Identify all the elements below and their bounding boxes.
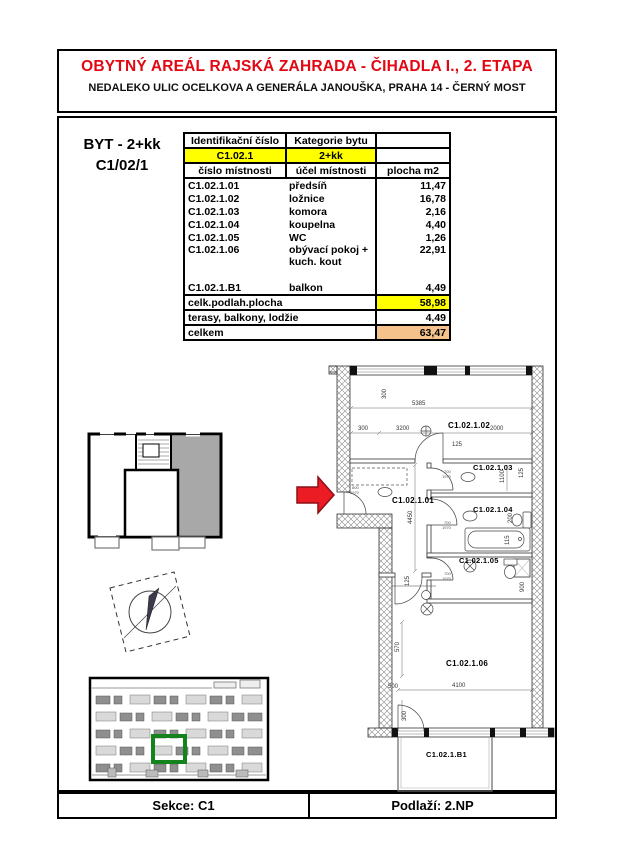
page-title: OBYTNÝ AREÁL RAJSKÁ ZAHRADA - ČIHADLA I., 2. ETAPA	[81, 58, 533, 75]
svg-text:C1.02.1.B1: C1.02.1.B1	[426, 750, 467, 759]
svg-text:570: 570	[395, 641, 401, 652]
svg-text:300: 300	[382, 388, 388, 399]
svg-text:500: 500	[388, 684, 399, 690]
apartment-code: C1/02/1	[95, 157, 149, 174]
svg-text:3200: 3200	[396, 426, 410, 432]
table-row: C1.02.1.05 WC 1,26	[184, 231, 450, 244]
section-label: Sekce: C1	[59, 794, 310, 817]
svg-text:C1.02.1.06: C1.02.1.06	[446, 659, 489, 668]
summary-total-value: 63,47	[376, 325, 450, 340]
compass-north-icon	[110, 572, 190, 652]
svg-text:300: 300	[358, 426, 369, 432]
summary-floor-area-label: celk.podlah.plocha	[184, 295, 376, 310]
table-row: C1.02.1.06 obývací pokoj + kuch. kout 22,91	[184, 244, 450, 268]
key-plan	[89, 432, 221, 551]
svg-text:1970: 1970	[442, 525, 451, 530]
table-row: C1.02.1.01 předsíň 11,47	[184, 178, 450, 192]
col-id-label: Identifikační číslo	[184, 133, 286, 148]
svg-text:C1.02.1.04: C1.02.1.04	[473, 505, 513, 514]
category-value: 2+kk	[286, 148, 376, 163]
col-purpose-header: účel místnosti	[286, 163, 376, 178]
plan-labels	[350, 388, 526, 759]
col-category-label: Kategorie bytu	[286, 133, 376, 148]
table-row: C1.02.1.04 koupelna 4,40	[184, 218, 450, 231]
floor-label: Podlaží: 2.NP	[391, 798, 474, 813]
svg-text:4450: 4450	[408, 510, 414, 524]
table-row: C1.02.1.B1 balkon 4,49	[184, 281, 450, 295]
table-row: C1.02.1.03 komora 2,16	[184, 205, 450, 218]
svg-text:125: 125	[405, 575, 411, 586]
svg-text:C1.02.1.01: C1.02.1.01	[392, 496, 435, 505]
direction-arrow	[297, 477, 334, 513]
page-subtitle: NEDALEKO ULIC OCELKOVA A GENERÁLA JANOUŠKA, PRAHA 14 - ČERNÝ MOST	[88, 82, 526, 94]
summary-total-label: celkem	[184, 325, 376, 340]
building-elevation	[90, 678, 268, 780]
svg-text:115: 115	[505, 535, 511, 545]
floor-plan	[329, 366, 554, 791]
svg-text:125: 125	[519, 467, 525, 478]
svg-text:300: 300	[402, 710, 408, 721]
apartment-type: BYT - 2+kk	[83, 136, 161, 153]
svg-text:1100: 1100	[500, 470, 506, 483]
col-area-header: plocha m2	[376, 163, 450, 178]
svg-text:700: 700	[444, 520, 451, 525]
summary-balcony-value: 4,49	[376, 310, 450, 325]
svg-text:C1.02.1.05: C1.02.1.05	[459, 556, 499, 565]
svg-text:800: 800	[352, 485, 359, 490]
svg-text:125: 125	[452, 442, 463, 448]
table-row: C1.02.1.02 ložnice 16,78	[184, 192, 450, 205]
svg-text:1970: 1970	[350, 490, 359, 495]
svg-text:1970: 1970	[442, 474, 451, 479]
svg-text:700: 700	[444, 571, 451, 576]
svg-text:900: 900	[520, 581, 526, 592]
svg-text:5385: 5385	[412, 401, 426, 407]
apartment-id-value: C1.02.1	[184, 148, 286, 163]
svg-text:C1.02.1.02: C1.02.1.02	[448, 421, 491, 430]
svg-text:700: 700	[444, 469, 451, 474]
svg-text:1970: 1970	[442, 576, 451, 581]
col-room-header: číslo místnosti	[184, 163, 286, 178]
summary-balcony-label: terasy, balkony, lodžie	[184, 310, 376, 325]
svg-text:C1.02.1.03: C1.02.1.03	[473, 463, 513, 472]
summary-floor-area-value: 58,98	[376, 295, 450, 310]
svg-text:4100: 4100	[452, 683, 466, 689]
svg-text:2000: 2000	[490, 426, 504, 432]
svg-text:200: 200	[508, 512, 514, 523]
